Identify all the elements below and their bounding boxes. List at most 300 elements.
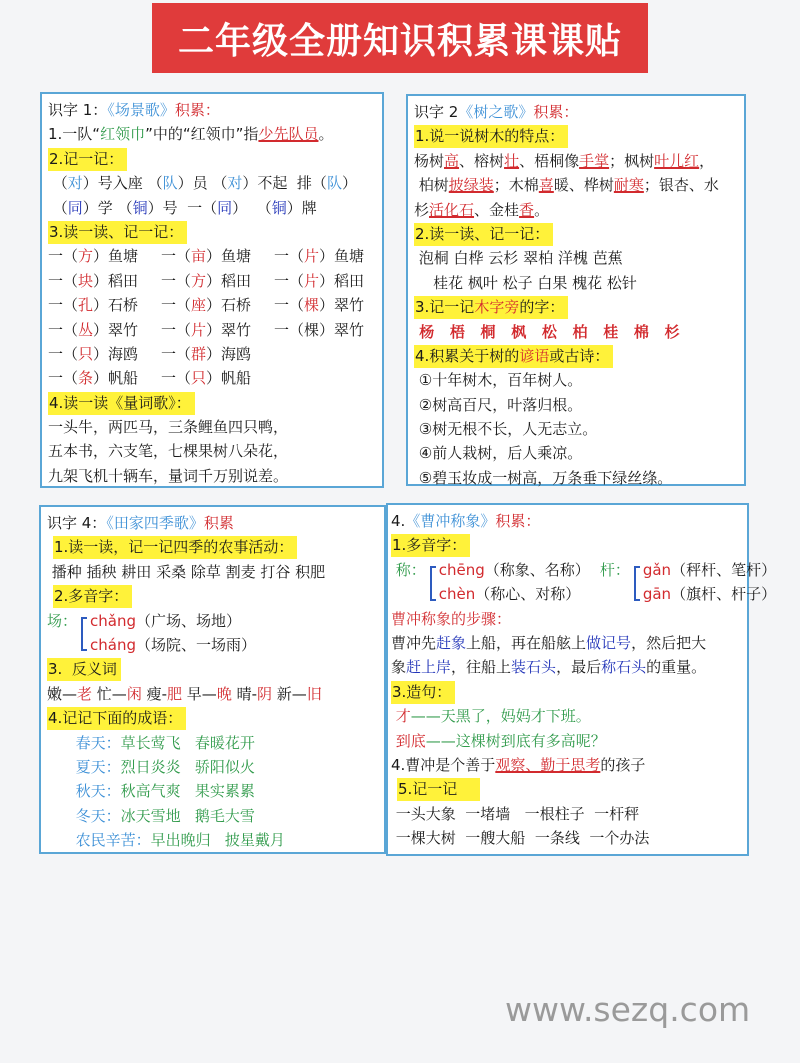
text-segment: ）号 一（ [147,198,218,217]
text-segment: ③树无根不长，人无志立。 [414,420,598,439]
content-line [391,704,741,728]
text-segment: 旧 [306,684,322,703]
pronunciation-item [439,558,590,582]
text-segment: 一（ [48,344,79,363]
section-heading [414,295,738,319]
text-segment: 披绿装 [448,176,494,195]
text-segment: 一（ [48,271,79,290]
section-heading [414,222,738,246]
text-segment: ；木棉 [493,176,539,195]
text-segment: 《曹冲称象》 [405,512,496,530]
text-segment: 1.说一说树木的特点： [415,127,565,146]
polyphone-group [47,609,256,658]
text-segment: 一棵大树 一艘大船 一条线 一个办法 [391,829,650,848]
text-segment: 象 [391,658,407,677]
content-line [391,655,741,679]
text-segment: 赶象 [436,633,467,652]
text-segment: 条 [78,369,94,388]
pronunciation-list [439,558,590,607]
text-segment: 块 [78,271,94,290]
text-segment: 阴 [257,684,273,703]
content-line [48,269,376,293]
text-segment: ；银杏、水 [643,176,719,195]
pronunciation-item [643,582,776,606]
measure-word-cell [48,366,161,390]
panel-farm-seasons-song [39,505,386,854]
text-segment: 新— [272,684,307,703]
content-line [414,149,738,173]
text-segment: 铜 [271,198,287,217]
text-segment: 的字： [519,298,565,317]
polyphone-group [600,558,776,607]
content-line [391,631,741,655]
text-segment: 只 [191,369,207,388]
text-segment: 春天： [47,733,121,752]
section-heading [47,535,378,559]
polyphone-row [47,609,378,658]
content-line [48,196,376,220]
highlight-label [391,534,470,557]
pronunciation-list [643,558,776,607]
measure-word-cell [274,244,387,268]
section-heading [47,584,378,608]
text-segment: ）翠竹 [319,296,365,315]
text-segment: 冰天雪地 鹅毛大雪 [120,806,255,825]
pronunciation-item [439,582,590,606]
text-segment: ）翠竹 [93,320,139,339]
text-segment: 片 [304,247,320,266]
text-segment: 识字 2 [414,103,459,121]
text-segment: （称心、对称） [475,585,581,604]
text-segment: 烈日炎炎 骄阳似火 [120,757,255,776]
text-segment: 《场景歌》 [107,101,175,119]
measure-word-cell [161,342,274,366]
section-heading [391,777,741,801]
panel-cao-chong-weighs-elephant [386,503,777,856]
text-segment: 1.一队“ [48,125,101,144]
text-segment: 一（ [161,344,192,363]
highlight-label [397,778,480,801]
text-segment: 一头牛，两匹马，三条鲤鱼四只鸭， [48,418,289,437]
watermark: www.sezq.com [505,990,751,1029]
text-segment: 识字 1： [48,101,108,119]
text-segment: 赶上岸 [406,658,452,677]
polyphone-char [47,609,77,658]
text-segment: 称石头 [601,658,647,677]
text-segment: 活化石 [429,200,475,219]
content-line [414,393,738,417]
measure-word-cell [48,318,161,342]
section-heading [414,344,738,368]
section-heading [48,391,376,415]
panel-tree-song [406,94,746,486]
text-segment: ）牌 [286,198,317,217]
text-segment: ；枫树 [609,151,655,170]
text-segment: 3.记一记 [415,298,475,317]
text-segment: chǎng [90,611,136,630]
text-segment: 一（ [161,320,192,339]
text-segment: 1.读一读，记一记四季的农事活动： [54,538,294,557]
text-segment: 做记号 [586,633,632,652]
measure-word-cell [161,366,274,390]
section-heading [47,657,378,681]
content-line [414,417,738,441]
highlight-label [53,585,132,608]
content-line [391,607,741,631]
text-segment: 晚 [216,684,232,703]
content-line [414,466,738,490]
highlight-label [53,536,297,559]
text-segment: ②树高百尺，叶落归根。 [414,395,583,414]
content-line [48,122,376,146]
text-segment: （ [48,174,68,193]
page-title: 二年级全册知识积累课课贴 [177,20,622,62]
content-line [391,802,741,826]
text-segment: 队 [162,174,178,193]
text-segment: 肥 [167,684,183,703]
text-segment: ）帆船 [206,369,252,388]
text-segment: 丛 [78,320,94,339]
text-segment: ） [341,174,357,193]
text-segment: chèn [438,585,476,604]
text-segment: 秋高气爽 果实累累 [120,782,255,801]
text-segment: 或古诗： [549,346,610,365]
content-line [47,779,378,803]
text-segment: 播种 插秧 耕田 采桑 除草 割麦 打谷 积肥 [47,562,326,581]
text-segment: 暖、桦树 [553,176,614,195]
content-line [48,342,376,366]
text-segment: 亩 [191,247,207,266]
text-segment: 棵 [304,296,320,315]
text-segment: cháng [90,635,136,654]
text-segment: （称象、名称） [484,560,590,579]
polyphone-row [391,558,777,607]
text-segment: 4.记记下面的成语： [48,709,183,728]
text-segment: （旗杆、杆子） [671,585,777,604]
text-segment: 只 [78,344,94,363]
text-segment: 2.读一读、记一记： [415,224,550,243]
content-line [391,826,741,850]
pronunciation-list [90,609,256,658]
text-segment: （ [48,198,68,217]
content-line [48,439,376,463]
content-line [414,368,738,392]
text-segment: ）鱼塘 [319,247,365,266]
panel-heading [391,509,741,533]
content-line [48,293,376,317]
measure-word-cell [274,293,387,317]
measure-word-cell [48,342,161,366]
text-segment: ）号入座 （ [82,174,163,193]
text-segment: chēng [438,560,485,579]
highlight-label [48,221,187,244]
text-segment: 耐寒 [613,176,644,195]
pronunciation-item [90,633,256,657]
text-segment: 5.记一记 [398,780,477,799]
text-segment: ，然后把大 [631,633,707,652]
text-segment: 积累 [203,514,234,532]
polyphone-group [391,558,590,607]
text-segment: 早— [182,684,217,703]
text-segment: ）石桥 [93,296,139,315]
text-segment: 嫩— [47,684,78,703]
text-segment: 的重量。 [646,658,707,677]
content-line [391,753,741,777]
polyphone-char [600,558,630,607]
text-segment: ⑤碧玉妆成一树高，万条垂下绿丝绦。 [414,468,673,487]
text-segment: 积累： [495,512,541,530]
measure-word-cell [48,244,161,268]
content-line [47,755,378,779]
content-line [47,731,378,755]
content-line [414,320,738,344]
text-segment: 4.积累关于树的 [415,346,520,365]
text-segment: 、金桂 [474,200,520,219]
highlight-label [48,392,195,415]
text-segment: 一头大象 一堵墙 一根柱子 一杆秤 [391,804,640,823]
text-segment: 一（ [274,271,305,290]
text-segment: 一（ [48,296,79,315]
content-line [48,171,376,195]
text-segment: 晴- [231,684,258,703]
text-segment: （广场、场地） [136,611,242,630]
text-segment: ）稻田 [93,271,139,290]
text-segment: ）帆船 [93,369,139,388]
text-segment: ①十年树木，百年树人。 [414,371,583,390]
text-segment: 一（ [48,369,79,388]
text-segment: 对 [67,174,83,193]
text-segment: 喜 [538,176,554,195]
text-segment: 4. [391,512,406,530]
text-segment: 、梧桐像 [519,151,580,170]
measure-word-cell [161,244,274,268]
text-segment: 孔 [78,296,94,315]
text-segment: 一（ [161,296,192,315]
content-line [414,271,738,295]
text-segment: 高 [444,151,460,170]
content-line [48,366,376,390]
text-segment: 早出晚归 披星戴月 [150,831,285,850]
section-heading [391,680,741,704]
text-segment: 农民辛苦： [47,831,151,850]
text-segment: 一（ [161,247,192,266]
text-segment: 积累： [174,101,220,119]
text-segment: 、榕树 [459,151,505,170]
text-segment: 九架飞机十辆车，量词千万别说差。 [48,466,289,485]
text-segment: 曹冲先 [391,633,437,652]
text-segment: 少先队员 [258,125,319,144]
panel-scene-song [40,92,384,488]
text-segment: 柏树 [414,176,449,195]
content-line [47,828,378,852]
text-segment: 铜 [132,198,148,217]
text-segment: 草长莺飞 春暖花开 [120,733,255,752]
text-segment: ）稻田 [319,271,365,290]
text-segment: 同 [217,198,233,217]
measure-word-cell [161,293,274,317]
text-segment: 称： [391,560,426,579]
section-heading [391,533,741,557]
text-segment: 。 [318,125,334,144]
text-segment: 夏天： [47,757,121,776]
highlight-label [414,296,568,319]
pronunciation-item [643,558,776,582]
pronunciation-item [90,609,256,633]
text-segment: 1.多音字： [392,536,467,555]
section-heading [48,220,376,244]
text-segment: 片 [304,271,320,290]
text-segment: 叶儿红 [654,151,700,170]
highlight-label [47,707,186,730]
text-segment: 座 [191,296,207,315]
content-line [414,441,738,465]
brace-icon [634,566,640,601]
text-segment: ）稻田 [206,271,252,290]
content-line [48,415,376,439]
text-segment: 《田家四季歌》 [106,514,204,532]
text-segment: 2.多音字： [54,587,129,606]
text-segment: 方 [191,271,207,290]
content-line [391,729,741,753]
text-segment: ）海鸥 [93,344,139,363]
panel-heading [47,511,378,535]
text-segment: 曹冲称象的步骤： [391,609,512,628]
text-segment: ）鱼塘 [206,247,252,266]
text-segment: ）不起 排（ [242,174,327,193]
text-segment: （秤杆、笔杆） [671,560,777,579]
page-title-banner [152,3,648,73]
text-segment: 一（ [48,247,79,266]
text-segment: 3.读一读、记一记： [49,222,184,241]
text-segment: 老 [77,684,93,703]
text-segment: 瘦- [141,684,168,703]
highlight-label [48,148,127,171]
measure-word-cell [274,269,387,293]
text-segment: 一（ [274,247,305,266]
content-line [414,173,738,197]
text-segment: 棵 [304,320,320,339]
text-segment: ，往船上 [451,658,512,677]
text-segment: ”中的“红领巾”指 [145,125,259,144]
content-line [414,246,738,270]
highlight-label [414,223,553,246]
text-segment: 红领巾 [100,125,146,144]
text-segment: 《树之歌》 [458,103,534,121]
text-segment: ）员 （ [177,174,228,193]
text-segment: 泡桐 白桦 云杉 翠柏 洋槐 芭蕉 [414,249,623,268]
text-segment: 的孩子 [600,755,646,774]
text-segment: 2.记一记： [49,149,124,168]
text-segment: 同 [67,198,83,217]
measure-word-cell [48,269,161,293]
measure-word-cell [161,318,274,342]
highlight-label [414,125,568,148]
text-segment: 冬天： [47,806,121,825]
text-segment: 片 [191,320,207,339]
text-segment: ——天黑了，妈妈才下班。 [410,707,591,726]
text-segment: ） （ [232,198,272,217]
text-segment: ）学 （ [82,198,133,217]
text-segment: 装石头 [511,658,557,677]
content-line [47,804,378,828]
text-segment: ， [699,151,715,170]
text-segment: 识字 4： [47,514,107,532]
text-segment: 一（ [274,320,305,339]
text-segment: 3.造句： [392,682,452,701]
content-line [47,560,378,584]
text-segment: 一（ [274,296,305,315]
measure-word-cell [161,269,274,293]
text-segment: 对 [227,174,243,193]
text-segment: 方 [78,247,94,266]
text-segment: 上船，再在船舷上 [466,633,587,652]
text-segment: ）石桥 [206,296,252,315]
text-segment: （场院、一场雨） [136,635,257,654]
text-segment: 杨 梧 桐 枫 松 柏 桂 棉 杉 [414,322,680,341]
text-segment: 闲 [126,684,142,703]
text-segment: 4.读一读《量词歌》： [49,393,191,412]
text-segment: 群 [191,344,207,363]
content-line [48,318,376,342]
text-segment: 4.曹冲是个善于 [391,755,496,774]
text-segment: gǎn [642,560,672,579]
content-line [414,198,738,222]
content-line [48,464,376,488]
highlight-label [414,345,613,368]
text-segment: 场： [47,611,78,630]
text-segment: 木字旁 [474,298,520,317]
highlight-label [47,658,121,681]
text-segment: 秋天： [47,782,121,801]
text-segment: 谚语 [519,346,550,365]
text-segment: 五本书，六支笔，七棵果树八朵花， [48,442,289,461]
text-segment: 队 [326,174,342,193]
text-segment: ）鱼塘 [93,247,139,266]
panel-heading [48,98,376,122]
text-segment: 一（ [48,320,79,339]
text-segment: ④前人栽树，后人乘凉。 [414,444,583,463]
text-segment: 才 [391,707,411,726]
text-segment: ）翠竹 [319,320,365,339]
section-heading [47,706,378,730]
text-segment: 。 [534,200,550,219]
text-segment: ）海鸥 [206,344,252,363]
section-heading [48,147,376,171]
text-segment: 一（ [161,271,192,290]
brace-icon [430,566,436,601]
section-heading [414,124,738,148]
text-segment: gān [642,585,672,604]
text-segment: 手掌 [579,151,610,170]
text-segment: 3. 反义词 [48,660,117,679]
text-segment: 杆： [599,560,630,579]
measure-word-cell [48,293,161,317]
content-line [48,244,376,268]
text-segment: ——这棵树到底有多高呢？ [425,731,606,750]
text-segment: 杉 [414,200,430,219]
measure-word-cell [274,318,387,342]
text-segment: 一（ [161,369,192,388]
text-segment: ，最后 [556,658,602,677]
text-segment: 香 [519,200,535,219]
text-segment: 观察、勤于思考 [495,755,601,774]
text-segment: 杨树 [414,151,445,170]
panel-heading [414,100,738,124]
content-line [47,682,378,706]
text-segment: ）翠竹 [206,320,252,339]
highlight-label [391,681,455,704]
text-segment: 积累： [533,103,579,121]
